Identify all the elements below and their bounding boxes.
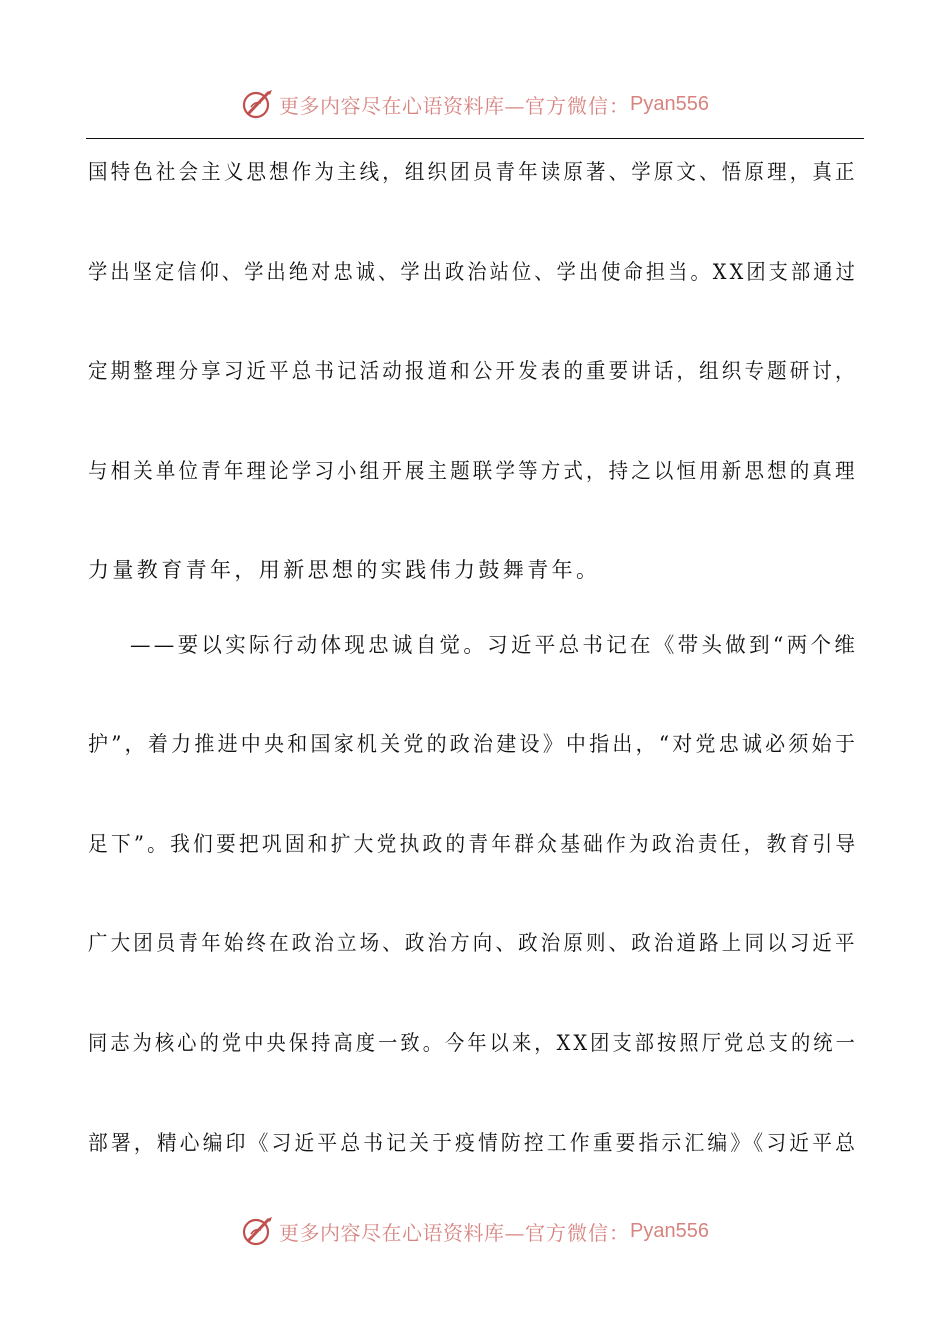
- wechat-id: Pyan556: [630, 1219, 709, 1242]
- body-line: 学出坚定信仰、学出绝对忠诚、学出政治站位、学出使命担当。XX团支部通过: [88, 260, 858, 284]
- header-watermark: [0, 84, 950, 124]
- wechat-label: 官方微信：: [525, 1220, 631, 1245]
- body-line: ——要以实际行动体现忠诚自觉。习近平总书记在《带头做到“两个维: [130, 633, 859, 657]
- body-line: 国特色社会主义思想作为主线，组织团员青年读原著、学原文、悟原理，真正: [88, 160, 858, 184]
- header-divider: [86, 138, 864, 139]
- body-line: 部署，精心编印《习近平总书记关于疫情防控工作重要指示汇编》《习近平总: [88, 1131, 859, 1155]
- body-line: 同志为核心的党中央保持高度一致。今年以来，XX团支部按照厅党总支的统一: [88, 1031, 858, 1055]
- watermark-text: 更多内容尽在心语资料库—: [279, 93, 526, 118]
- wechat-id: Pyan556: [630, 92, 709, 115]
- body-line: 足下”。我们要把巩固和扩大党执政的青年群众基础作为政治责任，教育引导: [88, 832, 859, 856]
- wechat-label: 官方微信：: [525, 93, 631, 118]
- watermark-text: 更多内容尽在心语资料库—: [279, 1220, 526, 1245]
- pen-logo-icon: [241, 87, 275, 121]
- body-line: 定期整理分享习近平总书记活动报道和公开发表的重要讲话，组织专题研讨，: [88, 359, 858, 383]
- body-line: 力量教育青年，用新思想的实践伟力鼓舞青年。: [88, 558, 601, 582]
- body-line: 护”，着力推进中央和国家机关党的政治建设》中指出，“对党忠诚必须始于: [88, 732, 859, 756]
- pen-logo-icon: [241, 1214, 275, 1248]
- footer-watermark: [0, 1211, 950, 1251]
- body-line: 与相关单位青年理论学习小组开展主题联学等方式，持之以恒用新思想的真理: [88, 459, 858, 483]
- body-line: 广大团员青年始终在政治立场、政治方向、政治原则、政治道路上同以习近平: [88, 931, 858, 955]
